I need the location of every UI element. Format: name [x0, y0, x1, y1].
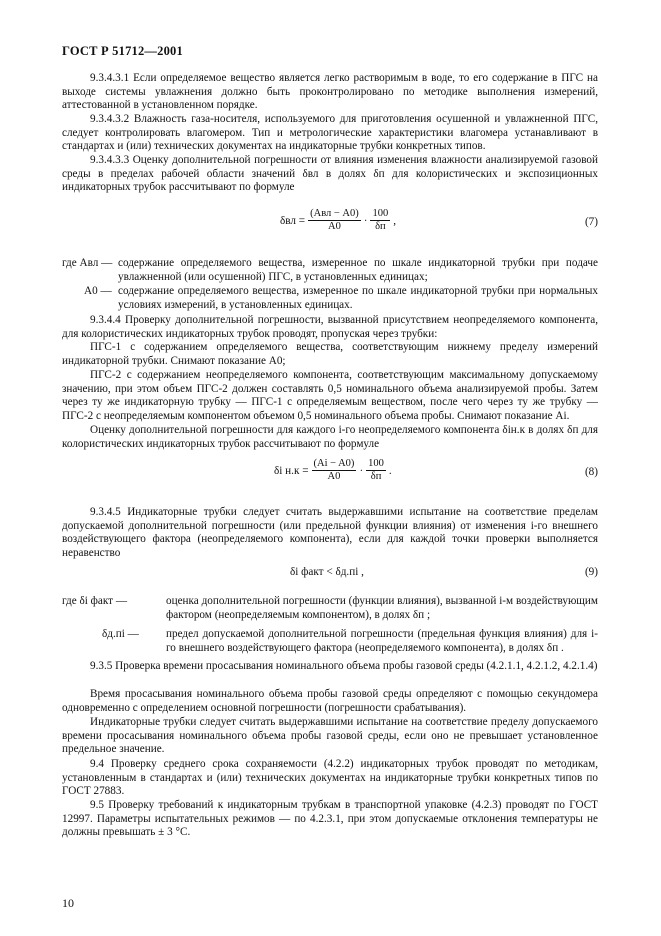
formula-7-numerator-1: (Aвл − A0): [310, 208, 359, 219]
page-number: 10: [62, 896, 74, 910]
def-9-text-2: предел допускаемой дополнительной погрешности (предельная функция влияния) для i-го внешнего воздействующего фактора (неопределяемого компонента), в долях δп .: [166, 628, 598, 654]
def-9-label-1: где δi факт —: [62, 595, 128, 607]
formula-7-tail: ,: [393, 214, 397, 227]
paragraph-indicator-pass: Индикаторные трубки следует считать выдержавшими испытание на соответствие пределу допускаемого времени просасывания номинального объема пробы газовой среды, если оно не превышает установленное предельное значение.: [62, 716, 598, 756]
paragraph-9-3-4-3-3: 9.3.4.3.3 Оценку дополнительной погрешности от влияния изменения влажности анализируемой газовой среды в пределах рабочей области значений δвл в долях δп для колористических и экспозиционных индикаторных трубок рассчитывают по формуле: [62, 154, 598, 194]
formula-8-fraction-2: [366, 458, 386, 483]
paragraph-9-3-4-3-1: 9.3.4.3.1 Если определяемое вещество является легко растворимым в воде, то его содержание в ПГС на выходе системы увлажнения должно быть проконтролировано по методике выполнения измерений, аттестованной в установленном порядке.: [62, 72, 598, 112]
formula-8: [62, 458, 598, 488]
def-7-text-2: содержание определяемого вещества, измеренное по шкале индикаторной трубки при нормальных условиях измерений, в установленных единицах.: [118, 285, 598, 311]
def-7-text-1: содержание определяемого вещества, измеренное по шкале индикаторной трубки при подаче увлажненной (или осушенной) ПГС, в установленных единицах;: [118, 257, 598, 283]
formula-8-tail: .: [388, 464, 392, 477]
formula-7-numerator-2: 100: [372, 208, 389, 219]
formula-8-denominator-1: A0: [327, 471, 341, 482]
formula-8-numerator-1: (Ai − A0): [313, 458, 355, 469]
def-9-text-1: оценка дополнительной погрешности (функции влияния), вызванной i-м воздействующим фактором (неопределяемым компонентом), в долях δп ;: [166, 595, 598, 621]
paragraph-9-3-4-3-2: 9.3.4.3.2 Влажность газа-носителя, используемого для приготовления осушенной и увлажненной ПГС, следует контролировать влагомером. Тип и метрологические характеристики влагомера устанавливают в стандартах и (или) технических документах на индикаторные трубки конкретных типов.: [62, 113, 598, 153]
paragraph-9-3-4-5: 9.3.4.5 Индикаторные трубки следует считать выдержавшими испытание на соответствие пределам допускаемой дополнительной погрешности (или предельной функции влияния) от изменения i-го внешнего воздействующего фактора (неопределяемого компонента), если для каждой точки проверки выполняется неравенство: [62, 506, 598, 559]
formula-9: [62, 562, 598, 592]
paragraph-pgs1: ПГС-1 с содержанием определяемого вещества, соответствующим нижнему пределу измерений индикаторной трубки. Снимают показание A0;: [62, 341, 598, 367]
formula-7-number: (7): [584, 216, 598, 228]
formula-7-denominator-2: δп: [375, 221, 386, 232]
paragraph-9-5: 9.5 Проверку требований к индикаторным трубкам в транспортной упаковке (4.2.3) проводят по ГОСТ 12997. Параметры испытательных режимов — по 4.2.3.1, при этом допускаемые отклонения температуры не должны превышать ± 3 °С.: [62, 799, 598, 839]
formula-9-number: (9): [584, 566, 598, 578]
document-header: ГОСТ Р 51712—2001: [62, 44, 183, 58]
formula-7-dot: ·: [363, 214, 368, 227]
def-7-label-1: где Aвл —: [62, 257, 113, 269]
formula-8-fraction-1: [312, 458, 357, 483]
formula-7-fraction-2: [370, 208, 390, 233]
formula-7-denominator-1: A0: [328, 221, 341, 232]
paragraph-9-4: 9.4 Проверку среднего срока сохраняемости (4.2.2) индикаторных трубок проводят по методикам, установленным в стандартах и (или) технических документах на индикаторные трубки конкретных типов по ГОСТ 27883.: [62, 758, 598, 798]
formula-7-fraction-1: [308, 208, 361, 233]
formula-8-number: (8): [584, 466, 598, 478]
def-7-label-2: A0 —: [84, 285, 112, 297]
formula-8-denominator-2: δп: [370, 471, 382, 482]
formula-7: [62, 208, 598, 238]
paragraph-pgs2: ПГС-2 с содержанием неопределяемого компонента, соответствующим максимальному допускаемому значению, при этом объем ПГС-2 должен составлять 0,5 номинального объема анализируемой пробы. Затем через ту же индикаторную трубку — ПГС-1 с определяемым веществом, после чего через ту же трубку — ПГС-2 с неопределяемым компонентом объемом 0,5 номинального объема пробы. Снимают показание Ai.: [62, 369, 598, 422]
paragraph-9-3-4-4: 9.3.4.4 Проверку дополнительной погрешности, вызванной присутствием неопределяемого компонента, для колористических индикаторных трубок проводят, пропуская через трубки:: [62, 314, 598, 340]
paragraph-time: Время просасывания номинального объема пробы газовой среды определяют с помощью секундомера одновременно с определением основной погрешности (погрешности срабатывания).: [62, 688, 598, 714]
formula-8-numerator-2: 100: [368, 458, 384, 469]
formula-7-lhs: δвл =: [280, 214, 306, 227]
formula-8-lhs: δi н.к =: [274, 464, 309, 477]
def-9-label-2: δд.пi —: [102, 628, 139, 640]
formula-9-expr: δi факт < δд.пi ,: [290, 566, 364, 578]
formula-8-dot: ·: [359, 464, 364, 477]
paragraph-9-3-5: 9.3.5 Проверка времени просасывания номинального объема пробы газовой среды (4.2.1.1, 4.2.1.2, 4.2.1.4): [90, 660, 598, 672]
paragraph-estimate-nk: Оценку дополнительной погрешности для каждого i-го неопределяемого компонента δiн.к в долях δп для колористических индикаторных трубок рассчитывают по формуле: [62, 424, 598, 450]
